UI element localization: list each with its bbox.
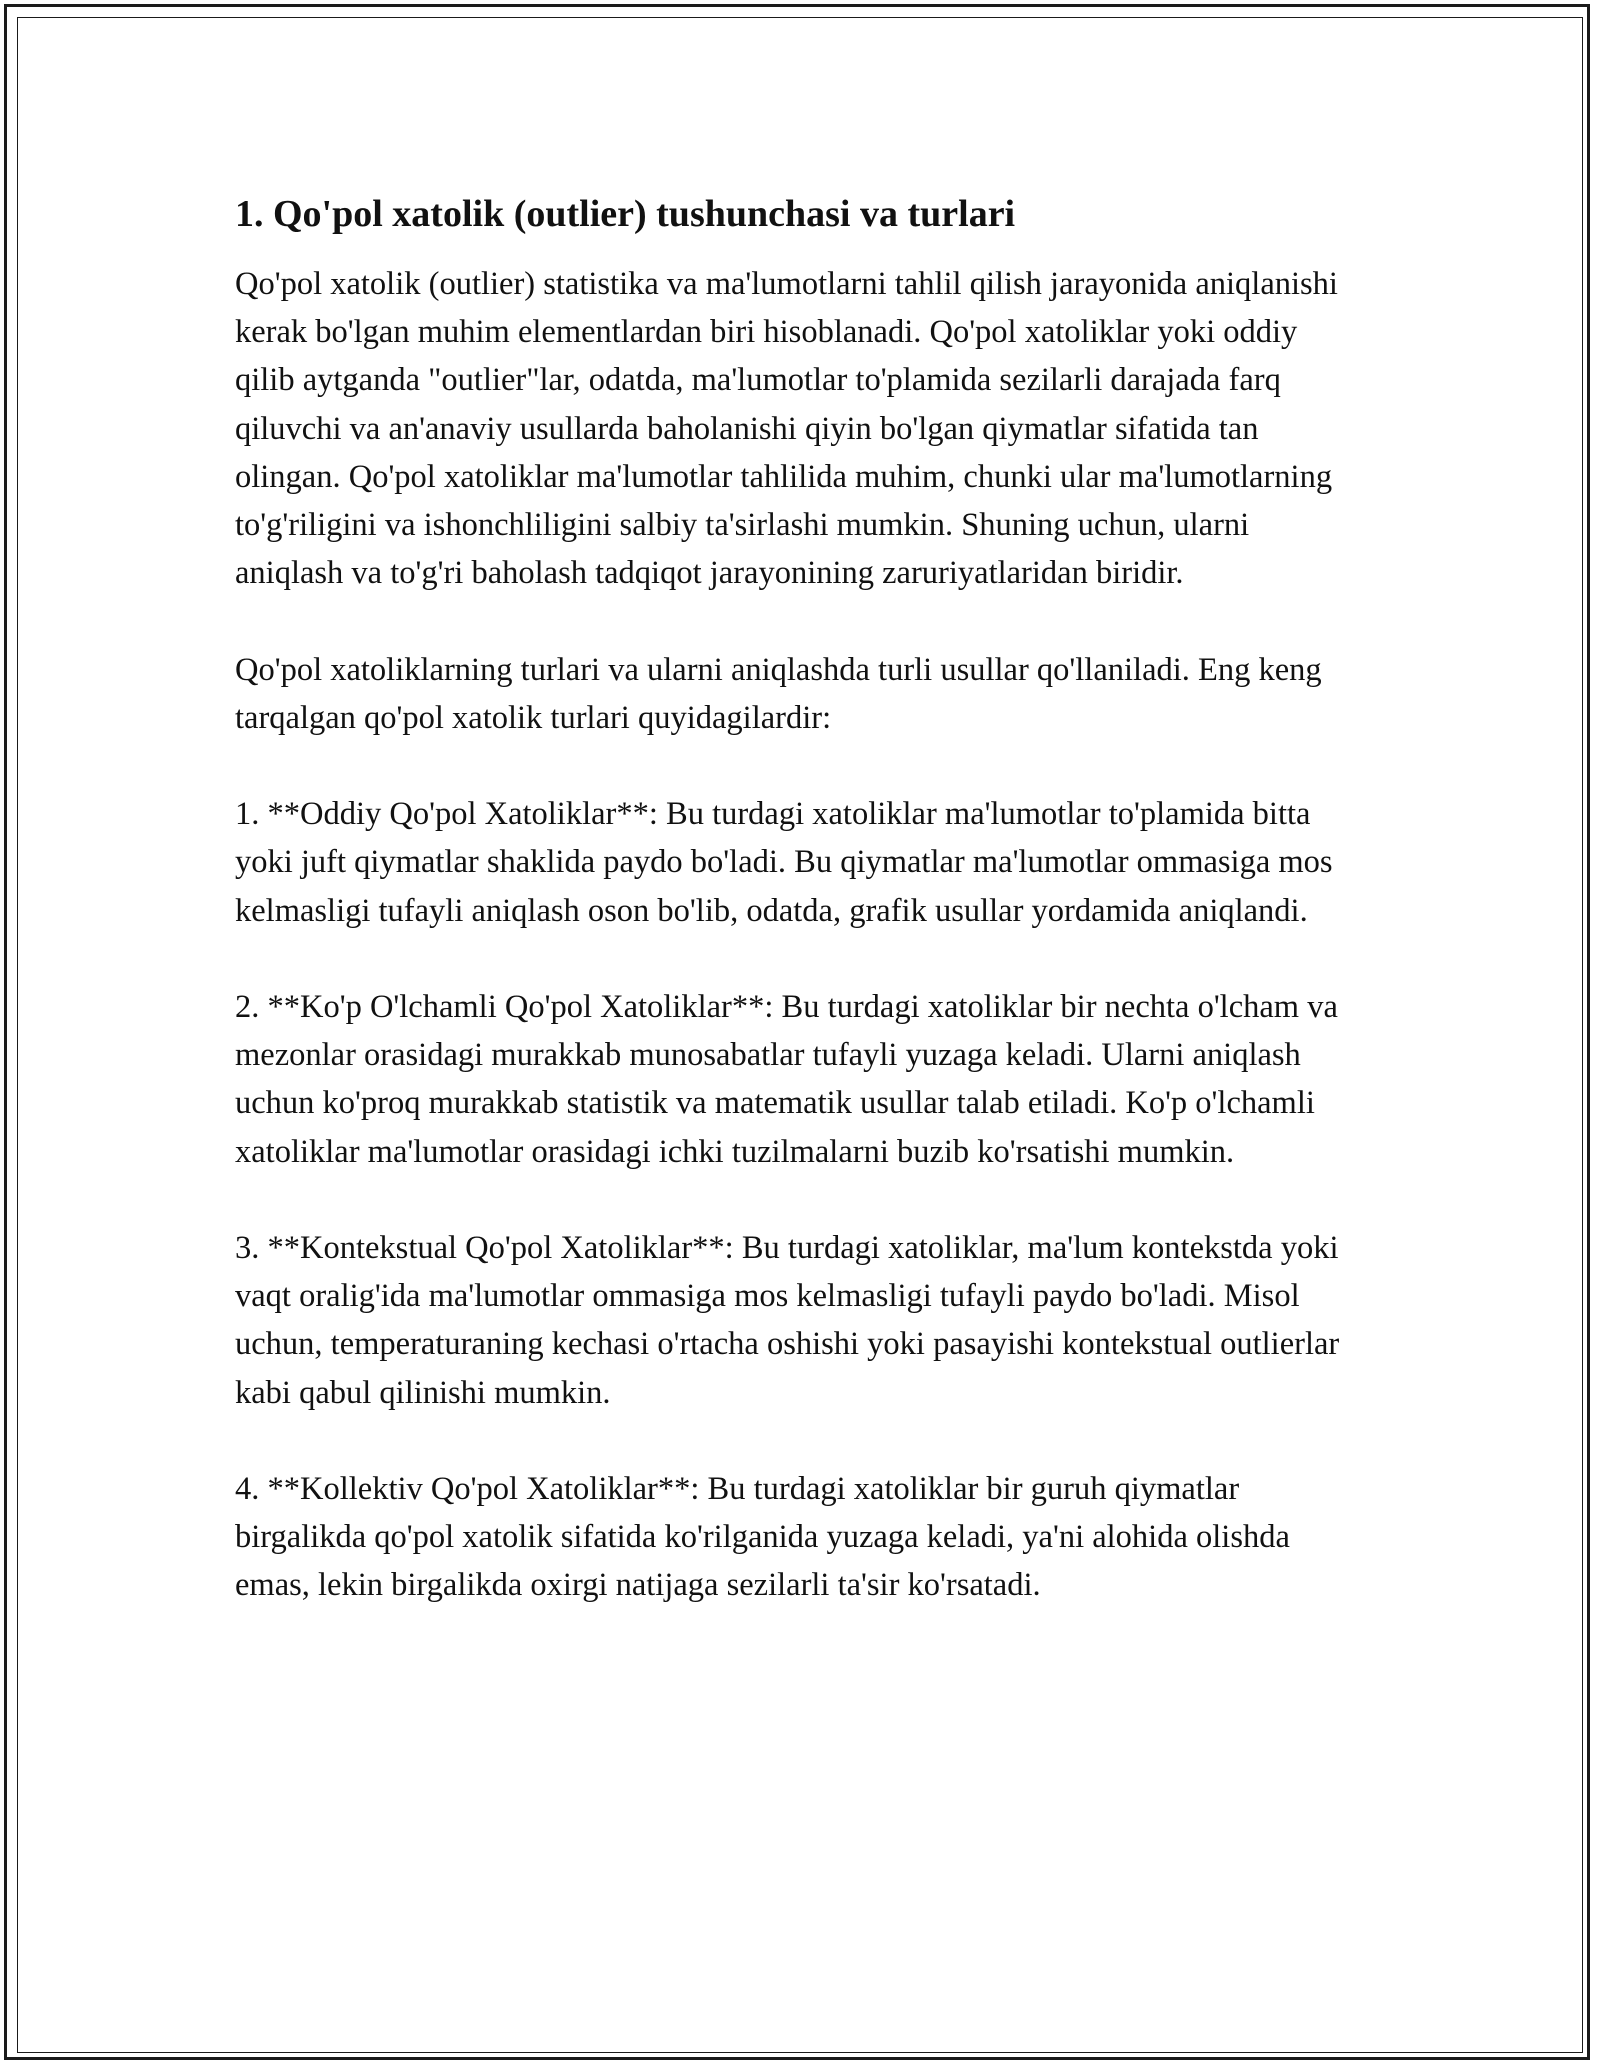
paragraph-types-intro: Qo'pol xatoliklarning turlari va ularni aniqlashda turli usullar qo'llaniladi. Eng keng tarqalgan qo'pol xatolik turlari quyidagilardir: xyxy=(235,651,1322,736)
list-item-collective-outliers: 4. **Kollektiv Qo'pol Xatoliklar**: Bu turdagi xatoliklar bir guruh qiymatlar birgalikda qo'pol xatolik sifatida ko'rilganida yuzaga keladi, ya'ni alohida olishda emas, lekin birgalikda oxirgi natijaga sezilarli ta'sir ko'rsatadi. xyxy=(235,1471,1290,1604)
paragraph-intro: Qo'pol xatolik (outlier) statistika va ma'lumotlarni tahlil qilish jarayonida aniqlanishi kerak bo'lgan muhim elementlardan biri hisoblanadi. Qo'pol xatoliklar yoki oddiy qilib aytganda "outlier"lar, odatda, ma'lumotlar to'plamida sezilarli darajada farq qiluvchi va an'anaviy usullarda baholanishi qiyin bo'lgan qiymatlar sifatida tan olingan. Qo'pol xatoliklar ma'lumotlar tahlilida muhim, chunki ular ma'lumotlarning to'g'riligini va ishonchliligini salbiy ta'sirlashi mumkin. Shuning uchun, ularni aniqlash va to'g'ri baholash tadqiqot jarayonining zaruriyatlaridan biridir. xyxy=(235,266,1338,592)
document-body xyxy=(235,190,1365,1658)
section-title: 1. Qo'pol xatolik (outlier) tushunchasi va turlari xyxy=(235,193,1016,235)
list-item-multidimensional-outliers: 2. **Ko'p O'lchamli Qo'pol Xatoliklar**: Bu turdagi xatoliklar bir nechta o'lcham va mezonlar orasidagi murakkab munosabatlar tufayli yuzaga keladi. Ularni aniqlash uchun ko'proq murakkab statistik va matematik usullar talab etiladi. Ko'p o'lchamli xatoliklar ma'lumotlar orasidagi ichki tuzilmalarni buzib ko'rsatishi mumkin. xyxy=(235,989,1338,1170)
list-item-contextual-outliers: 3. **Kontekstual Qo'pol Xatoliklar**: Bu turdagi xatoliklar, ma'lum kontekstda yoki vaqt oralig'ida ma'lumotlar ommasiga mos kelmasligi tufayli paydo bo'ladi. Misol uchun, temperaturaning kechasi o'rtacha oshishi yoki pasayishi kontekstual outlierlar kabi qabul qilinishi mumkin. xyxy=(235,1230,1340,1411)
list-item-simple-outliers: 1. **Oddiy Qo'pol Xatoliklar**: Bu turdagi xatoliklar ma'lumotlar to'plamida bitta yoki juft qiymatlar shaklida paydo bo'ladi. Bu qiymatlar ma'lumotlar ommasiga mos kelmasligi tufayli aniqlash oson bo'lib, odatda, grafik usullar yordamida aniqlandi. xyxy=(235,796,1333,929)
